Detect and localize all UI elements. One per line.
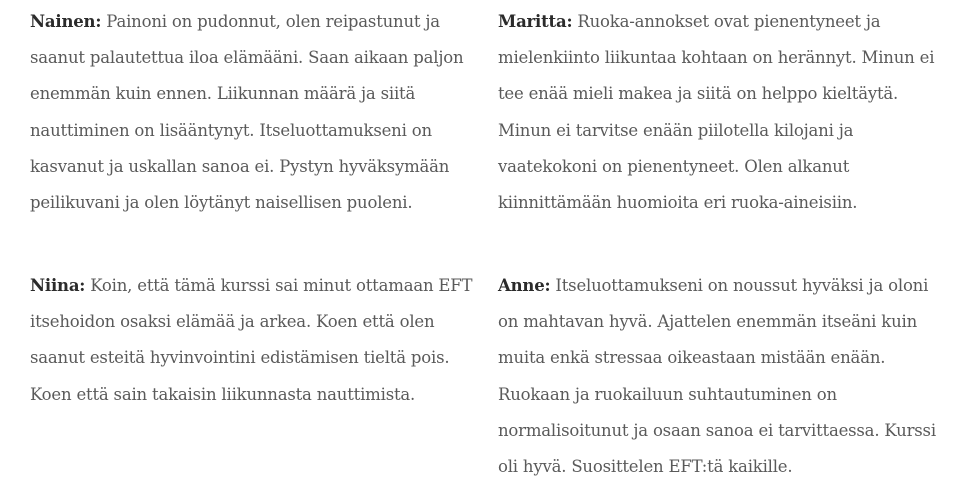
testimonial-text: Koin, että tämä kurssi sai minut ottamaan EFT itsehoidon osaksi elämää ja arkea. Koen että olen saanut esteitä hyvinvointini edistämisen tieltä pois. Koen että sain takaisin liikunnasta nauttimista. (30, 276, 473, 404)
testimonial-maritta (498, 4, 945, 221)
testimonial-text: Itseluottamukseni on noussut hyväksi ja oloni on mahtavan hyvä. Ajattelen enemmän itseäni kuin muita enkä stressaa oikeastaan mistään enään. Ruokaan ja ruokailuun suhtautuminen on normalisoitunut ja osaan sanoa ei tarvittaessa. Kurssi oli hyvä. Suosittelen EFT:tä kaikille. (498, 276, 936, 477)
testimonial-author: Niina: (30, 276, 86, 295)
testimonial-text: Ruoka-annokset ovat pienentyneet ja mielenkiinto liikuntaa kohtaan on herännyt. Minun ei tee enää mieli makea ja siitä on helppo kieltäytä. Minun ei tarvitse enään piilotella kilojani ja vaatekokoni on pienentyneet. Olen alkanut kiinnittämään huomioita eri ruoka-aineisiin. (498, 12, 935, 213)
testimonial-anne (498, 268, 945, 485)
testimonial-author: Nainen: (30, 12, 102, 31)
testimonial-text: Painoni on pudonnut, olen reipastunut ja saanut palautettua iloa elämääni. Saan aikaan paljon enemmän kuin ennen. Liikunnan määrä ja siitä nauttiminen on lisääntynyt. Itseluottamukseni on kasvanut ja uskallan sanoa ei. Pystyn hyväksymään peilikuvani ja olen löytänyt naisellisen puoleni. (30, 12, 464, 213)
testimonial-author: Maritta: (498, 12, 573, 31)
testimonials-grid (30, 4, 945, 484)
testimonial-nainen (30, 4, 470, 221)
testimonial-niina (30, 268, 480, 413)
testimonial-author: Anne: (498, 276, 551, 295)
